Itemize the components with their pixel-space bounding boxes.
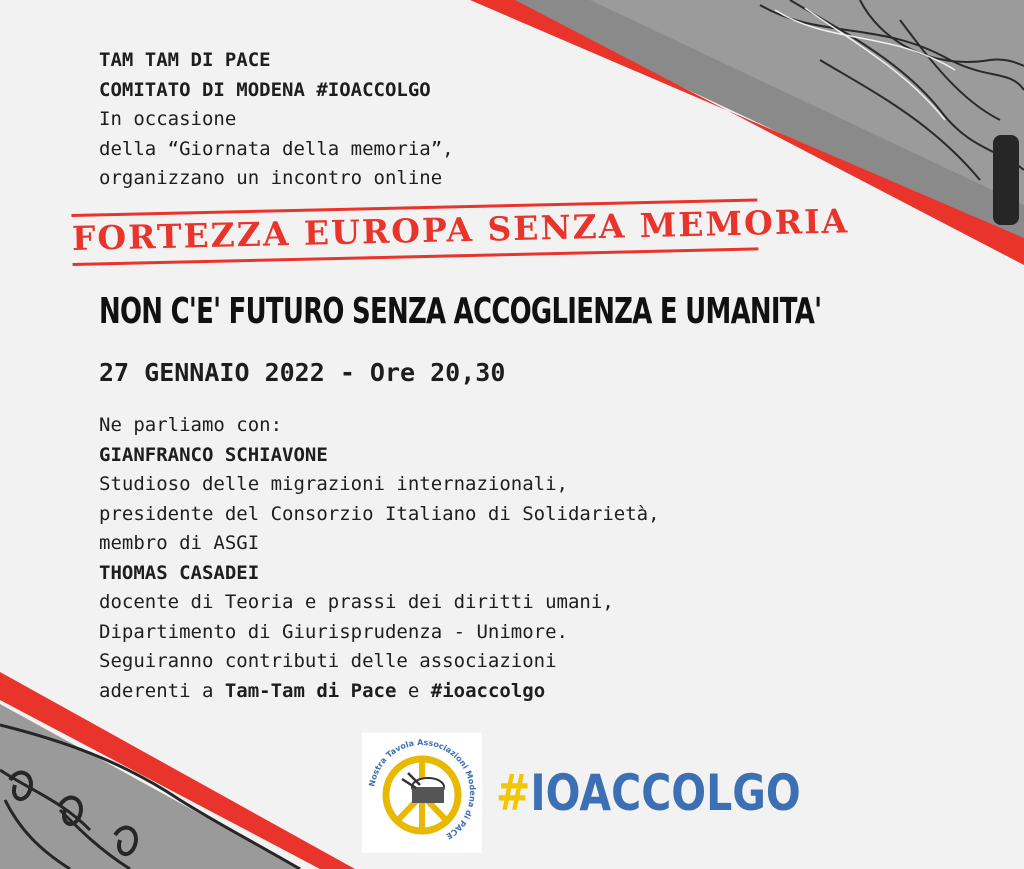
speaker-2-name: THOMAS CASADEI [99, 561, 260, 584]
closing-prefix: aderenti a [99, 679, 225, 702]
organizer-name: TAM TAM DI PACE [99, 49, 271, 71]
speaker-1-role-2: presidente del Consorzio Italiano di Solidarietà, [99, 502, 660, 525]
tam-tam-di-pace-logo [362, 733, 482, 853]
hashtag-word: IOACCOLGO [530, 764, 801, 822]
speakers-intro: Ne parliamo con: [99, 414, 283, 436]
stamp-text: FORTEZZA EUROPA SENZA MEMORIA [71, 201, 850, 258]
closing-org-1: Tam-Tam di Pace [224, 679, 397, 702]
ioaccolgo-logo [496, 763, 801, 823]
speaker-2-role-2: Dipartimento di Giurisprudenza - Unimore. [99, 620, 568, 643]
logo-ring-text: Nostra Tavola Associazioni Modena di PACE [367, 737, 478, 841]
closing-and: e [396, 679, 431, 702]
peace-drum-logo-icon [362, 733, 482, 853]
speaker-1-role-1: Studioso delle migrazioni internazionali, [99, 473, 568, 495]
intro-line-3: organizzano un incontro online [99, 167, 443, 189]
speaker-1-role-3: membro di ASGI [99, 532, 260, 554]
closing-org-2: #ioaccolgo [430, 679, 546, 702]
speakers-block [99, 411, 660, 706]
speaker-2-role-1: docente di Teoria e prassi dei diritti umani, [99, 591, 614, 613]
hashtag-symbol: # [496, 764, 531, 822]
intro-line-1: In occasione [99, 108, 237, 130]
intro-block [99, 46, 454, 194]
closing-line-2 [99, 677, 660, 707]
closing-line-1: Seguiranno contributi delle associazioni [99, 650, 557, 672]
speaker-1-name: GIANFRANCO SCHIAVONE [99, 443, 328, 466]
intro-line-2: della “Giornata della memoria”, [99, 137, 454, 160]
event-headline: NON C'E' FUTURO SENZA ACCOGLIENZA E UMANITA' [99, 291, 822, 332]
committee-name: COMITATO DI MODENA #IOACCOLGO [99, 78, 431, 101]
event-date: 27 GENNAIO 2022 - Ore 20,30 [99, 358, 506, 387]
